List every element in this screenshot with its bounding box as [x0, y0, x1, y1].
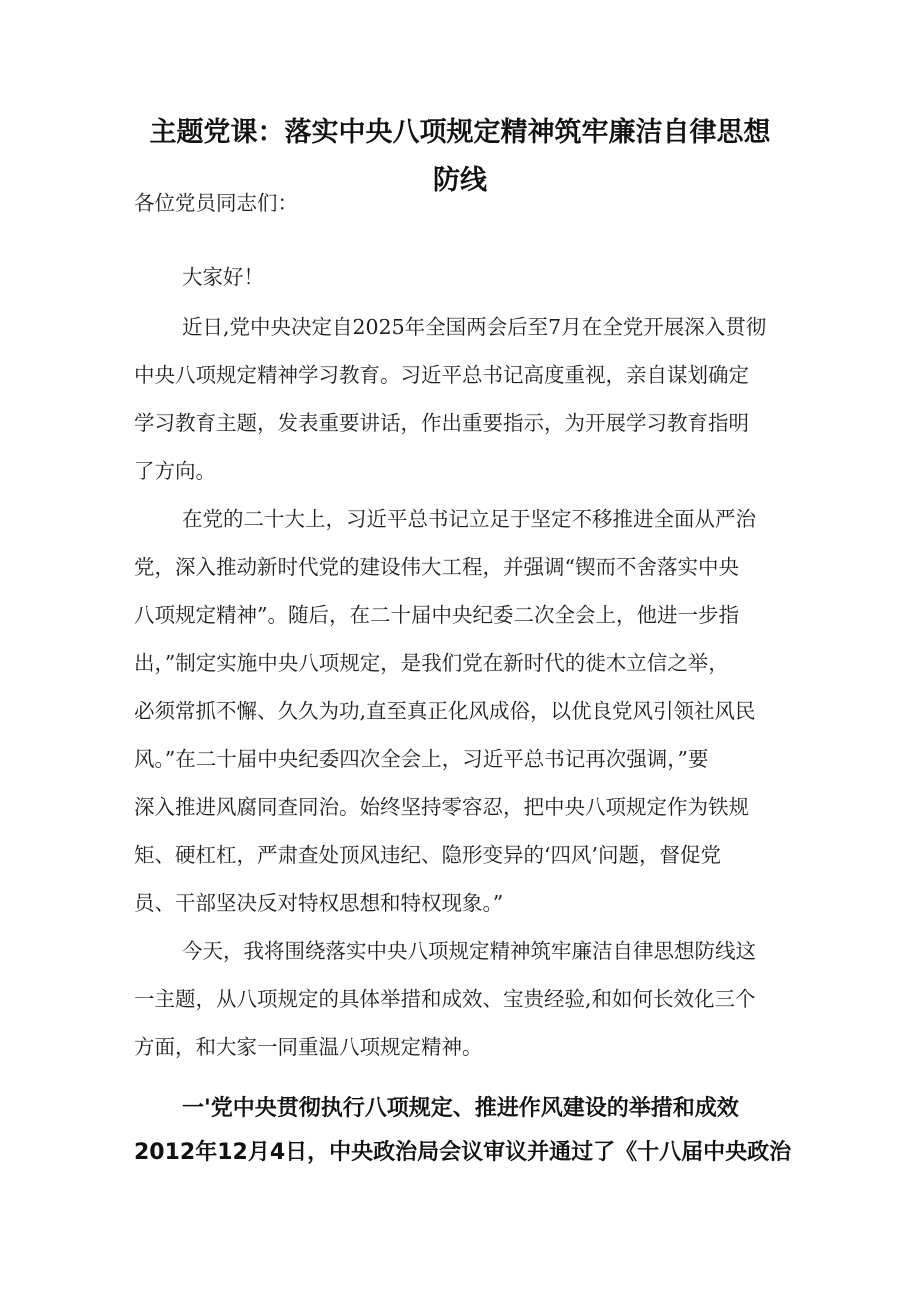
paragraph-2-line: 党，深入推动新时代党的建设伟大工程，并强调“锲而不舍落实中央	[134, 555, 739, 579]
document-title-line-2: 防线	[433, 165, 487, 196]
paragraph-1-line: 了方向。	[134, 459, 216, 483]
section-text-line: 2012年12月4日，中央政治局会议审议并通过了《十八届中央政治	[134, 1140, 792, 1165]
paragraph-1-line: 学习教育主题，发表重要讲话，作出重要指示，为开展学习教育指明	[134, 411, 749, 435]
paragraph-2-line: 在党的二十大上，习近平总书记立足于坚定不移推进全面从严治	[182, 507, 756, 531]
paragraph-2-line: 必须常抓不懈、久久为功,直至真正化风成俗，以优良党风引领社风民	[134, 699, 756, 723]
paragraph-2-line: 深入推进风腐同查同治。始终坚持零容忍，把中央八项规定作为铁规	[134, 795, 749, 819]
greeting: 大家好！	[182, 265, 264, 289]
document-title-line-1: 主题党课：落实中央八项规定精神筑牢廉洁自律思想	[149, 117, 771, 148]
salutation: 各位党员同志们：	[134, 191, 298, 215]
paragraph-2-line: 出，”制定实施中央八项规定，是我们党在新时代的徙木立信之举，	[134, 651, 729, 675]
paragraph-1-line: 近日,党中央决定自2025年全国两会后至7月在全党开展深入贯彻	[182, 315, 767, 339]
section-heading: 一'党中央贯彻执行八项规定、推进作风建设的举措和成效	[182, 1096, 739, 1121]
paragraph-3-line: 一主题，从八项规定的具体举措和成效、宝贵经验,和如何长效化三个	[134, 987, 756, 1011]
paragraph-1-line: 中央八项规定精神学习教育。习近平总书记高度重视，亲自谋划确定	[134, 363, 749, 387]
paragraph-3-line: 方面，和大家一同重温八项规定精神。	[134, 1035, 483, 1059]
paragraph-3-line: 今天，我将围绕落实中央八项规定精神筑牢廉洁自律思想防线这	[182, 939, 756, 963]
paragraph-2-line: 矩、硬杠杠，严肃查处顶风违纪、隐形变异的‘四风’问题，督促党	[134, 843, 722, 867]
paragraph-2-line: 八项规定精神”。随后，在二十届中央纪委二次全会上，他进一步指	[134, 603, 739, 627]
paragraph-2-line: 员、干部坚决反对特权思想和特权现象。”	[134, 891, 504, 915]
paragraph-2-line: 风。”在二十届中央纪委四次全会上，习近平总书记再次强调，”要	[134, 747, 709, 771]
